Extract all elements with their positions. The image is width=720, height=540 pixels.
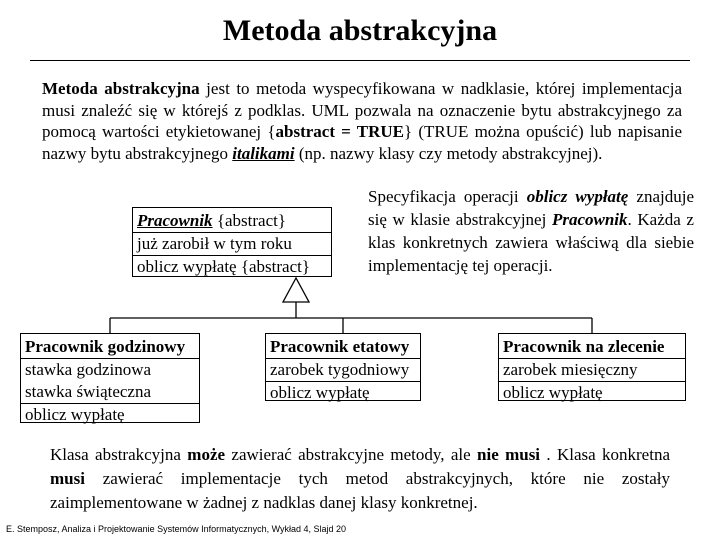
abstract-class-header: [133, 210, 331, 233]
class-line: oblicz wypłatę: [270, 383, 370, 402]
class-box-godzinowy: [20, 333, 200, 423]
class-box-etatowy: [265, 333, 421, 401]
generalization-triangle: [283, 278, 309, 302]
intro-italic-word: italikami: [232, 143, 295, 163]
spec-text-3: . Każda z klas konkretnych zawiera właściwą dla siebie implementację tej operacji.: [368, 210, 694, 275]
outro-text-1: Klasa abstrakcyjna: [50, 445, 188, 464]
intro-text-1: jest to metoda wyspecyfikowana w nadklasie, której implementacja musi znaleźć się w którejś z podklas. UML pozwala na oznaczenie bytu abstrakcyjnego za pomocą wartości etykietowanej {: [42, 79, 682, 141]
intro-text-2: } (TRUE można opuścić) lub napisanie nazwy bytu abstrakcyjnego: [42, 122, 682, 163]
intro-term: Metoda abstrakcyjna: [42, 79, 200, 98]
class-name-godzinowy: Pracownik godzinowy: [21, 336, 199, 359]
slide-footer: E. Stemposz, Analiza i Projektowanie Systemów Informatycznych, Wykład 4, Slajd 20: [6, 524, 347, 534]
abstract-class-name: Pracownik: [137, 211, 213, 230]
spec-text-1: Specyfikacja operacji: [368, 187, 527, 206]
spec-operation: oblicz wypłatę: [526, 187, 629, 206]
outro-word-1: może: [187, 445, 226, 464]
outro-word-3: musi: [50, 469, 85, 488]
class-line: zarobek miesięczny: [499, 359, 685, 382]
class-line: oblicz wypłatę: [503, 383, 603, 402]
class-name-zlecenie: Pracownik na zlecenie: [499, 336, 685, 359]
class-line: oblicz wypłatę: [25, 405, 125, 424]
slide-title: Metoda abstrakcyjna: [222, 14, 498, 47]
spec-text-2: znajduje się w klasie abstrakcyjnej: [368, 187, 694, 229]
class-line: stawka świąteczna: [21, 381, 199, 404]
outro-text-2: zawierać abstrakcyjne metody, ale: [225, 445, 478, 464]
outro-paragraph: [50, 443, 670, 515]
class-line: zarobek tygodniowy: [266, 359, 420, 382]
abstract-class-box: [132, 207, 332, 277]
class-name-etatowy: Pracownik etatowy: [266, 336, 420, 359]
abstract-class-attribute: już zarobił w tym roku: [133, 233, 331, 256]
abstract-class-stereotype: {abstract}: [212, 211, 286, 230]
outro-text-3: . Klasa konkretna: [540, 445, 670, 464]
intro-text-3: (np. nazwy klasy czy metody abstrakcyjnej).: [294, 143, 603, 163]
outro-text-4: zawierać implementacje tych metod abstrakcyjnych, które nie zostały zaimplementowane w żadnej z nadklas danej klasy konkretnej.: [50, 469, 670, 512]
spec-class: Pracownik: [551, 210, 628, 229]
abstract-class-operation: oblicz wypłatę {abstract}: [137, 257, 311, 276]
class-line: stawka godzinowa: [25, 360, 152, 379]
class-box-zlecenie: [498, 333, 686, 401]
intro-abstract-tag: abstract = TRUE: [275, 122, 404, 141]
outro-word-2: nie musi: [477, 445, 541, 464]
